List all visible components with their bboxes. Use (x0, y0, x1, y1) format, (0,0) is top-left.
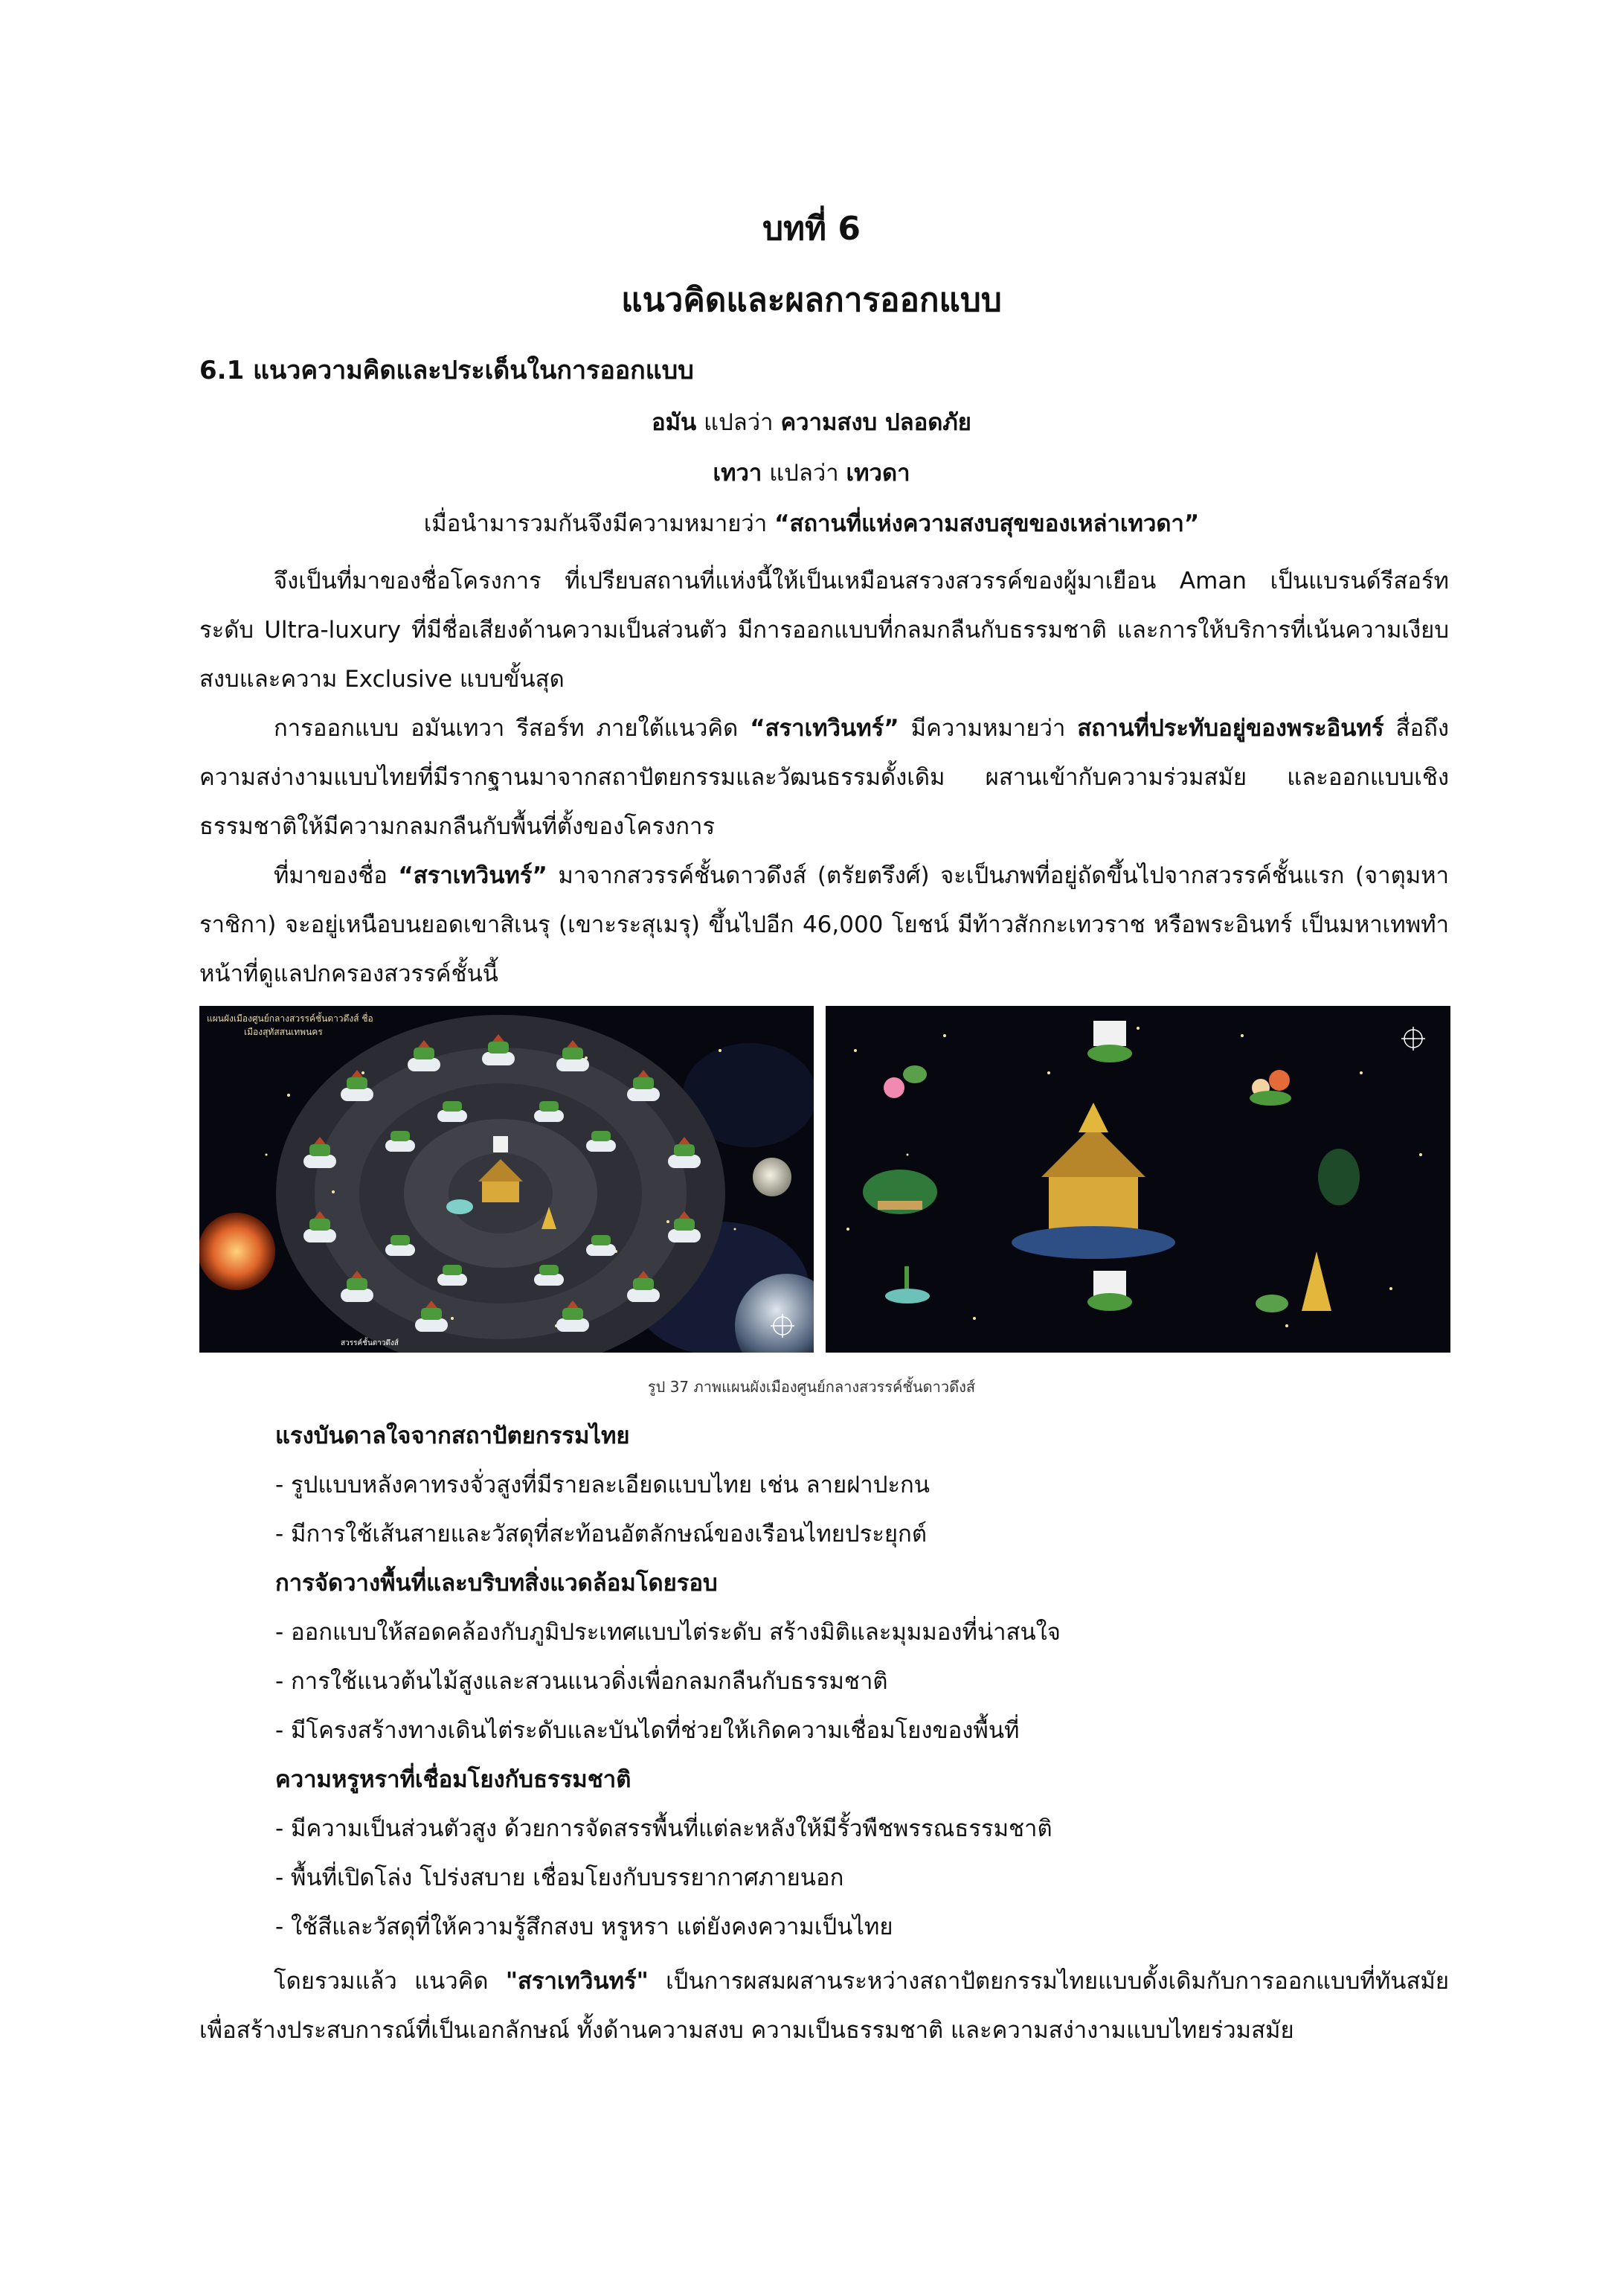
inspiration-heading-luxury: ความหรูหราที่เชื่อมโยงกับธรรมชาติ (275, 1766, 631, 1793)
list-item: - พื้นที่เปิดโล่ง โปร่งสบาย เชื่อมโยงกับบรรยากาศภายนอก (275, 1864, 844, 1891)
chapter-title: แนวคิดและผลการออกแบบ (621, 281, 1002, 319)
combined-prefix: เมื่อนำมารวมกันจึงมีความหมายว่า (423, 510, 775, 537)
definition-aman (0, 408, 1623, 437)
text-run: ที่มาของชื่อ (274, 862, 399, 889)
inspiration-heading-layout: การจัดวางพื้นที่และบริบทสิ่งแวดล้อมโดยรอบ (275, 1570, 718, 1597)
list-item: - มีการใช้เส้นสายและวัสดุที่สะท้อนอัตลักษณ์ของเรือนไทยประยุกต์ (275, 1521, 927, 1548)
list-item: - การใช้แนวต้นไม้สูงและสวนแนวดิ่งเพื่อกลมกลืนกับธรรมชาติ (275, 1668, 888, 1695)
list-item: - มีโครงสร้างทางเดินไต่ระดับและบันไดที่ช่วยให้เกิดความเชื่อมโยงของพื้นที่ (275, 1717, 1020, 1744)
chapter-label: บทที่ 6 (762, 210, 861, 248)
list-item: - ออกแบบให้สอดคล้องกับภูมิประเทศแบบไต่ระดับ สร้างมิติและมุมมองที่น่าสนใจ (275, 1619, 1061, 1646)
elements-illustration (826, 1006, 1450, 1353)
definition-meaning: เทวดา (846, 460, 910, 487)
definition-term: อมัน (652, 409, 697, 436)
figure-title-line-2: เมืองสุทัสสนเทพนคร (244, 1027, 323, 1037)
list-item: - มีความเป็นส่วนตัวสูง ด้วยการจัดสรรพื้นที่แต่ละหลังให้มีรั้วพืชพรรณธรรมชาติ (275, 1815, 1052, 1842)
figure-elements-image (826, 1006, 1450, 1353)
concept-name: "สราเทวินทร์" (505, 1968, 649, 1995)
inspiration-heading-thai-architecture: แรงบันดาลใจจากสถาปัตยกรรมไทย (275, 1423, 630, 1449)
concept-name: “สราเทวินทร์” (398, 862, 547, 889)
figure-bottom-label: สวรรค์ชั้นดาวดึงส์ (341, 1339, 399, 1347)
city-plan-illustration (199, 1006, 814, 1353)
definition-connector: แปลว่า (762, 460, 846, 487)
text-run: มีความหมายว่า (899, 715, 1078, 742)
figure-title-line-1: แผนผังเมืองศูนย์กลางสวรรค์ชั้นดาวดึงส์ ชื่อ (207, 1013, 373, 1024)
definition-connector: แปลว่า (696, 409, 781, 436)
paragraph-brand: จึงเป็นที่มาของชื่อโครงการ ที่เปรียบสถานที่แห่งนี้ให้เป็นเหมือนสรวงสวรรค์ของผู้มาเยือน Aman เป็นแบรนด์รีสอร์ทระดับ Ultra-luxury ที่มีชื่อเสียงด้านความเป็นส่วนตัว มีการออกแบบที่กลมกลืนกับธรรมชาติ และการให้บริการที่เน้นความเงียบสงบและความ Exclusive แบบขั้นสุด (199, 568, 1449, 693)
combined-meaning (0, 509, 1623, 539)
concept-name: “สราเทวินทร์” (750, 715, 899, 742)
text-run: การออกแบบ อมันเทวา รีสอร์ท ภายใต้แนวคิด (274, 715, 751, 742)
definition-term: เทวา (713, 460, 762, 487)
paragraph-summary (199, 1957, 1449, 2055)
figure-city-plan-image (199, 1006, 814, 1353)
paragraph-concept (199, 704, 1449, 851)
combined-quote: “สถานที่แห่งความสงบสุขของเหล่าเทวดา” (774, 510, 1200, 537)
list-item: - รูปแบบหลังคาทรงจั่วสูงที่มีรายละเอียดแบบไทย เช่น ลายฝาปะกน (275, 1472, 931, 1498)
section-heading: 6.1 แนวความคิดและประเด็นในการออกแบบ (199, 356, 694, 385)
list-item: - ใช้สีและวัสดุที่ให้ความรู้สึกสงบ หรูหรา แต่ยังคงความเป็นไทย (275, 1914, 893, 1940)
text-run: โดยรวมแล้ว แนวคิด (274, 1968, 506, 1995)
text-run: สื่อถึงความสง่างามแบบไทยที่มีรากฐานมาจากสถาปัตยกรรมและวัฒนธรรมดั้งเดิม ผสานเข้ากับความร่วมสมัย และออกแบบเชิงธรรมชาติให้มีความกลมกลืนกับพื้นที่ตั้งของโครงการ (199, 715, 1449, 840)
text-run: เป็นการผสมผสานระหว่างสถาปัตยกรรมไทยแบบดั้งเดิมกับการออกแบบที่ทันสมัย เพื่อสร้างประสบการณ์ที่เป็นเอกลักษณ์ ทั้งด้านความสงบ ความเป็นธรรมชาติ และความสง่างามแบบไทยร่วมสมัย (199, 1968, 1449, 2044)
figure-caption: รูป 37 ภาพแผนผังเมืองศูนย์กลางสวรรค์ชั้นดาวดึงส์ (647, 1378, 976, 1396)
concept-meaning: สถานที่ประทับอยู่ของพระอินทร์ (1077, 715, 1384, 742)
definition-tewa (0, 458, 1623, 488)
paragraph-origin (199, 851, 1449, 998)
text-run: มาจากสวรรค์ชั้นดาวดึงส์ (ตรัยตรึงศ์) จะเป็นภพที่อยู่ถัดขึ้นไปจากสวรรค์ชั้นแรก (จาตุมหาราชิกา) จะอยู่เหนือบนยอดเขาสิเนรุ (เขาะระสุเมรุ) ขึ้นไปอีก 46,000 โยชน์ มีท้าวสักกะเทวราช หรือพระอินทร์ เป็นมหาเทพทำหน้าที่ดูแลปกครองสวรรค์ชั้นนี้ (199, 862, 1449, 987)
definition-meaning: ความสงบ ปลอดภัย (780, 409, 971, 436)
